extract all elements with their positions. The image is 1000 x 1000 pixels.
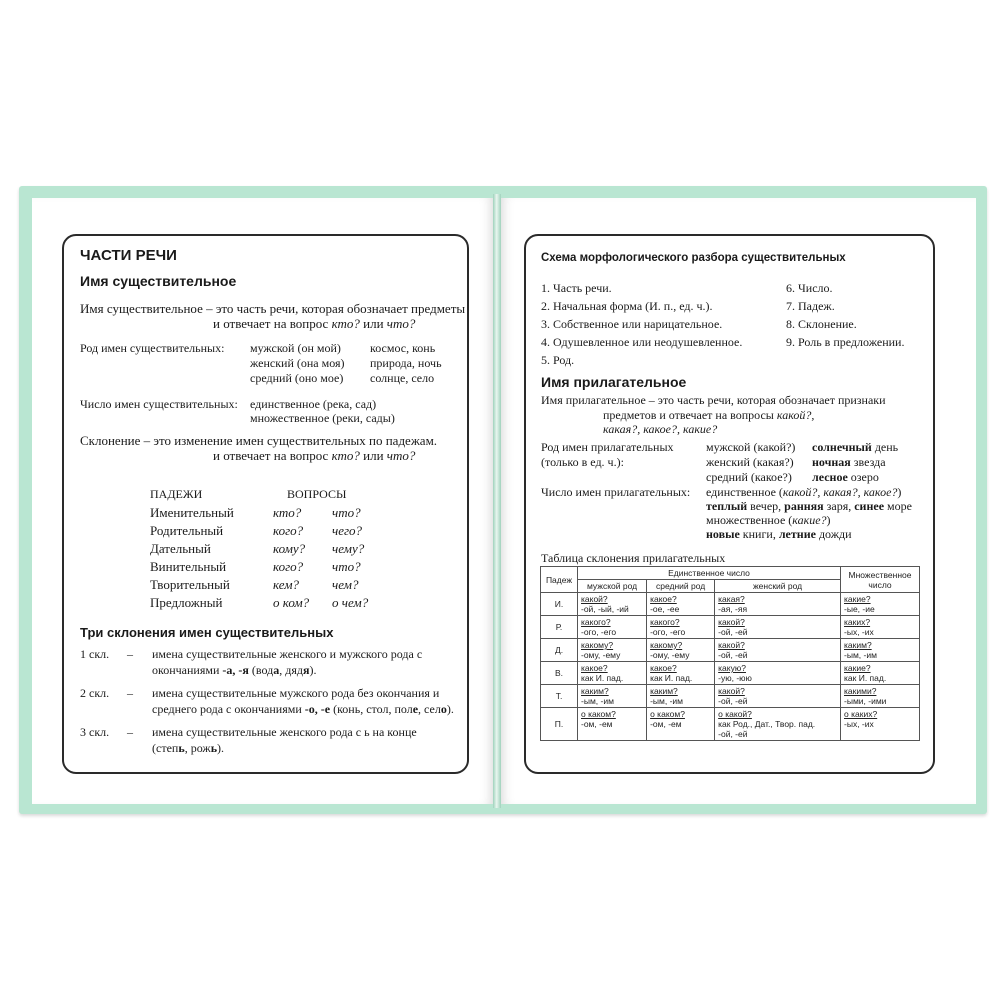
table-cell-question: о какой? (718, 709, 752, 719)
table-cell (578, 685, 647, 708)
th-neuter: средний род (647, 580, 715, 593)
case-question-animate: кого? (273, 523, 304, 538)
table-cell (715, 593, 841, 616)
table-cell (715, 616, 841, 639)
table-cell-ending: -ую, -юю (718, 673, 752, 683)
table-row (541, 708, 920, 741)
declension-line2-part: ). (446, 702, 454, 716)
table-cell-ending: -ым, -им (844, 650, 877, 660)
declension-line2-part: ). (217, 741, 225, 755)
declension-dash: – (127, 647, 133, 661)
case-question-animate: о ком? (273, 595, 310, 610)
adj-gender-example-adj: лесное (812, 470, 848, 484)
declension-line2-part: (степ (152, 741, 179, 755)
table-cell-ending: -ого, -его (581, 627, 617, 637)
table-cell-question: какое? (581, 663, 608, 673)
three-declensions-title: Три склонения имен существительных (80, 625, 334, 640)
adjective-declension-table (540, 566, 920, 741)
table-cell (578, 708, 647, 741)
table-cell-question: какие? (844, 594, 871, 604)
table-cell (647, 593, 715, 616)
declension-line2-part: -о, -е (304, 702, 331, 716)
adj-gender-item: средний (какое?) (706, 470, 792, 484)
example-part: теплый (706, 499, 748, 513)
table-case-cell: В. (541, 662, 578, 685)
table-cell (647, 616, 715, 639)
morph-scheme-item: 5. Род. (541, 353, 575, 367)
declension-line2-part: о (440, 702, 447, 716)
table-cell-question: какой? (581, 594, 608, 604)
adj-gender-example-adj: ночная (812, 455, 851, 469)
case-name: Винительный (150, 559, 227, 574)
adj-number-label: Число имен прилагательных: (541, 485, 691, 499)
table-cell-question: о каком? (581, 709, 616, 719)
table-cell (578, 662, 647, 685)
declension-number: 1 скл. (80, 647, 110, 661)
table-cell-ending: как Род., Дат., Твор. пад. (718, 719, 816, 729)
declension-line2-part: среднего рода с окончаниями (152, 702, 305, 716)
noun-gender-label: Род имен существительных: (80, 341, 225, 355)
table-cell-ending: -ого, -его (650, 627, 686, 637)
declension-line1: имена существительные женского и мужского рода с (152, 647, 423, 661)
adj-gender-example-noun: озеро (847, 470, 879, 484)
example-part: вечер, (747, 499, 785, 513)
adj-number-plural-examples (706, 527, 852, 542)
table-cell-ending: -ых, -их (844, 719, 874, 729)
table-cell-ending: -ыми, -ими (844, 696, 887, 706)
adj-gender-example-adj: солнечный (812, 440, 872, 454)
table-cell-question: какому? (650, 640, 683, 650)
table-cell-question: какую? (718, 663, 746, 673)
table-cell-question: какая? (718, 594, 745, 604)
table-cell-question: о каких? (844, 709, 878, 719)
noun-number-plural: множественное (реки, сады) (250, 411, 395, 425)
declension-line2-part: (вод (248, 663, 274, 677)
table-case-cell: Р. (541, 616, 578, 639)
declension-definition-line1: Склонение – это изменение имен существительных по падежам. (80, 433, 438, 448)
example-part: книги, (739, 527, 779, 541)
table-cell-ending: -ым, -им (650, 696, 684, 706)
table-cell-question: какое? (650, 663, 677, 673)
noun-number-label: Число имен существительных: (80, 397, 238, 411)
declension-definition-line2: и отвечает на вопрос кто? или что? (213, 448, 416, 463)
noun-number-singular: единственное (река, сад) (250, 397, 377, 411)
adj-gender-example (812, 455, 886, 470)
table-cell-question: какого? (650, 617, 680, 627)
table-cell (647, 639, 715, 662)
table-cell-ending: -ые, -ие (844, 604, 875, 614)
case-question-animate: кому? (273, 541, 306, 556)
th-masculine: мужской род (578, 580, 647, 593)
table-cell-ending: -ой, -ый, -ий (581, 604, 629, 614)
table-cell-ending: -ом, -ем (581, 719, 613, 729)
table-case-cell: Т. (541, 685, 578, 708)
adj-number-singular-examples (706, 499, 912, 514)
declension-line2-part: я (302, 663, 310, 677)
table-cell-question: какой? (718, 686, 745, 696)
table-cell (841, 593, 920, 616)
table-cell-question: какими? (844, 686, 877, 696)
table-cell-ending: -ому, -ему (581, 650, 621, 660)
table-cell-question: каким? (650, 686, 678, 696)
case-question-inanimate: чего? (332, 523, 363, 538)
table-cell-ending: -ым, -им (581, 696, 614, 706)
adj-gender-item: женский (какая?) (706, 455, 794, 469)
table-cell-ending: как И. пад. (650, 673, 693, 683)
example-part: синее (854, 499, 885, 513)
morph-scheme-item: 4. Одушевленное или неодушевленное. (541, 335, 743, 349)
table-cell-ending: -ое, -ее (650, 604, 680, 614)
declension-dash: – (127, 725, 133, 739)
adjective-definition-line3: какая?, какое?, какие? (603, 422, 718, 436)
table-cell (647, 708, 715, 741)
case-question-inanimate: что? (332, 505, 361, 520)
table-cell-question: каким? (844, 640, 872, 650)
adj-gender-label-2: (только в ед. ч.): (541, 455, 624, 469)
example-part: летние (778, 527, 816, 541)
case-name: Предложный (150, 595, 223, 610)
noun-definition-line2: и отвечает на вопрос кто? или что? (213, 316, 416, 331)
table-row (541, 685, 920, 708)
adj-gender-item: мужской (какой?) (706, 440, 796, 454)
adj-number-plural: множественное (какие?) (706, 513, 831, 527)
noun-subtitle: Имя существительное (80, 273, 237, 289)
morph-scheme-title: Схема морфологического разбора существительных (541, 252, 846, 264)
case-name: Именительный (150, 505, 234, 520)
adj-gender-example (812, 470, 879, 485)
noun-gender-ex-masc: космос, конь (370, 341, 436, 355)
example-part: дожди (815, 527, 852, 541)
table-cell (647, 662, 715, 685)
th-plural: Множественное число (841, 567, 920, 593)
table-cell-question: какой? (718, 640, 745, 650)
table-cell-ending: -ых, -их (844, 627, 874, 637)
table-row (541, 639, 920, 662)
table-cell-question: какому? (581, 640, 614, 650)
table-case-cell: Д. (541, 639, 578, 662)
table-cell (715, 662, 841, 685)
noun-gender-ex-neut: солнце, село (370, 371, 435, 385)
declension-table-title: Таблица склонения прилагательных (541, 551, 726, 565)
declension-line2-part: ). (309, 663, 317, 677)
case-question-inanimate: чему? (332, 541, 365, 556)
morph-scheme-item: 3. Собственное или нарицательное. (541, 317, 723, 331)
noun-gender-ex-fem: природа, ночь (370, 356, 442, 370)
table-case-cell: И. (541, 593, 578, 616)
th-feminine: женский род (715, 580, 841, 593)
case-question-inanimate: что? (332, 559, 361, 574)
noun-gender-fem: женский (она моя) (250, 356, 345, 370)
table-case-cell: П. (541, 708, 578, 741)
table-cell-question: каких? (844, 617, 871, 627)
adjective-definition-line1: Имя прилагательное – это часть речи, которая обозначает признаки (541, 393, 886, 407)
declension-line2-part: , дяд (279, 663, 303, 677)
adj-gender-example-noun: звезда (850, 455, 886, 469)
case-question-inanimate: чем? (332, 577, 359, 592)
table-row (541, 593, 920, 616)
table-cell-ending: -ому, -ему (650, 650, 690, 660)
morph-scheme-item: 6. Число. (786, 281, 833, 295)
table-cell (841, 685, 920, 708)
declension-number: 2 скл. (80, 686, 110, 700)
table-row (541, 662, 920, 685)
declension-line2-part: а (273, 663, 280, 677)
case-question-animate: кого? (273, 559, 304, 574)
example-part: заря, (823, 499, 855, 513)
questions-header: ВОПРОСЫ (287, 487, 347, 501)
book-spine (493, 194, 501, 808)
table-cell-question: каким? (581, 686, 609, 696)
table-cell-ending: -ом, -ем (650, 719, 682, 729)
adj-gender-label-1: Род имен прилагательных (541, 440, 674, 454)
table-cell-question: какого? (581, 617, 611, 627)
table-cell (578, 616, 647, 639)
table-cell-question: какие? (844, 663, 871, 673)
table-cell (578, 593, 647, 616)
table-cell (841, 616, 920, 639)
noun-gender-masc: мужской (он мой) (250, 341, 341, 355)
table-cell-question: о каком? (650, 709, 685, 719)
case-name: Родительный (150, 523, 224, 538)
declension-line2-part: ь (210, 741, 218, 755)
declension-line1: имена существительные женского рода с ь на конце (152, 725, 417, 739)
table-cell-ending: -ая, -яя (718, 604, 748, 614)
table-cell (647, 685, 715, 708)
morph-scheme-item: 8. Склонение. (786, 317, 857, 331)
declension-line2-part: -а, -я (222, 663, 249, 677)
case-question-animate: кто? (273, 505, 302, 520)
table-cell (841, 639, 920, 662)
adj-number-singular: единственное (какой?, какая?, какое?) (706, 485, 902, 499)
case-question-inanimate: о чем? (332, 595, 369, 610)
cases-header: ПАДЕЖИ (150, 487, 203, 501)
table-cell-ending: -ой, -ей (718, 696, 748, 706)
case-name: Творительный (150, 577, 230, 592)
noun-definition-line1: Имя существительное – это часть речи, которая обозначает предметы (80, 301, 466, 316)
table-cell (578, 639, 647, 662)
th-case: Падеж (541, 567, 578, 593)
table-cell (841, 708, 920, 741)
declension-line2 (152, 741, 224, 756)
declension-number: 3 скл. (80, 725, 110, 739)
parts-of-speech-title: ЧАСТИ РЕЧИ (80, 247, 177, 264)
example-part: море (884, 499, 912, 513)
declension-dash: – (127, 686, 133, 700)
morph-scheme-item: 9. Роль в предложении. (786, 335, 905, 349)
table-cell (715, 685, 841, 708)
table-cell-question: какой? (718, 617, 745, 627)
table-cell (715, 708, 841, 741)
table-cell-question: какое? (650, 594, 677, 604)
table-cell (715, 639, 841, 662)
declension-line2-part: (конь, стол, пол (330, 702, 413, 716)
declension-line2-part: , сел (418, 702, 441, 716)
case-question-animate: кем? (273, 577, 299, 592)
declension-line2-part: , рож (184, 741, 211, 755)
table-cell (841, 662, 920, 685)
declension-line2-part: окончаниями (152, 663, 223, 677)
table-row (541, 616, 920, 639)
adjective-definition-line2: предметов и отвечает на вопросы какой?, (603, 408, 815, 422)
adjective-subtitle: Имя прилагательное (541, 374, 687, 390)
morph-scheme-item: 7. Падеж. (786, 299, 835, 313)
declension-line2-part: ь (178, 741, 185, 755)
case-name: Дательный (150, 541, 211, 556)
declension-line2 (152, 702, 454, 717)
adj-gender-example-noun: день (871, 440, 899, 454)
morph-scheme-item: 1. Часть речи. (541, 281, 612, 295)
th-singular: Единственное число (578, 567, 841, 580)
table-cell-ending: -ой, -ей (718, 729, 748, 739)
table-cell-ending: -ой, -ей (718, 650, 748, 660)
declension-line1: имена существительные мужского рода без окончания и (152, 686, 440, 700)
table-cell-ending: как И. пад. (844, 673, 887, 683)
example-part: новые (706, 527, 740, 541)
noun-gender-neut: средний (оно мое) (250, 371, 344, 385)
adj-gender-example (812, 440, 898, 455)
declension-line2-part: е (412, 702, 419, 716)
table-cell-ending: -ой, -ей (718, 627, 748, 637)
morph-scheme-item: 2. Начальная форма (И. п., ед. ч.). (541, 299, 713, 313)
declension-line2 (152, 663, 316, 678)
example-part: ранняя (784, 499, 824, 513)
table-cell-ending: как И. пад. (581, 673, 624, 683)
